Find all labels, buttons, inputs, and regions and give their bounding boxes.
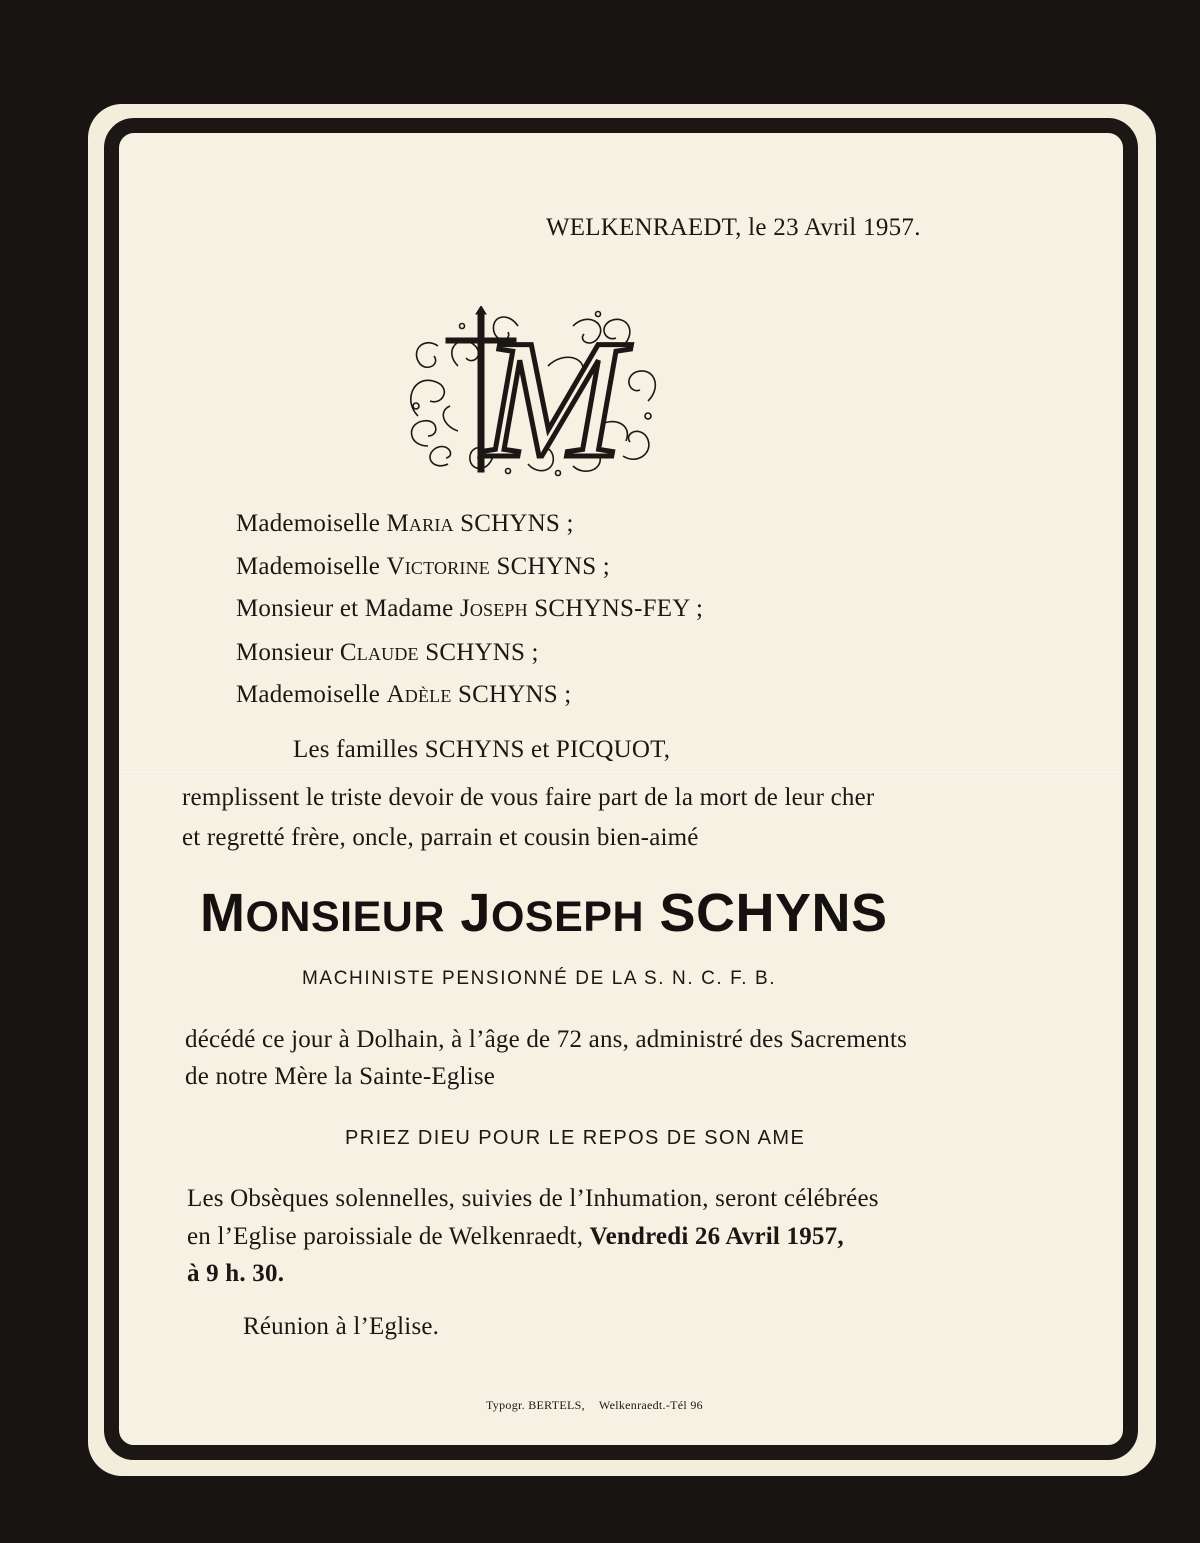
printer-imprint <box>486 1398 703 1413</box>
family-member-1: Mademoiselle Maria SCHYNS ; <box>236 510 574 537</box>
funeral-time: à 9 h. 30. <box>187 1260 285 1287</box>
funeral-date: Vendredi 26 Avril 1957, <box>589 1223 844 1250</box>
families-line: Les familles SCHYNS et PICQUOT, <box>293 736 671 763</box>
announcement-line-1: remplissent le triste devoir de vous faire part de la mort de leur cher <box>182 784 875 811</box>
svg-text:M: M <box>482 306 624 478</box>
family-member-4: Monsieur Claude SCHYNS ; <box>236 639 539 666</box>
printer-name: Typogr. BERTELS, <box>486 1398 585 1412</box>
funeral-line-2: en l’Eglise paroissiale de Welkenraedt, Vendredi 26 Avril 1957, <box>187 1223 844 1250</box>
fold-crease <box>119 770 1123 772</box>
death-line-2: de notre Mère la Sainte-Eglise <box>185 1063 496 1090</box>
family-member-5: Mademoiselle Adèle SCHYNS ; <box>236 681 572 708</box>
funeral-line-1: Les Obsèques solennelles, suivies de l’Inhumation, seront célébrées <box>187 1185 879 1212</box>
meeting-line: Réunion à l’Eglise. <box>243 1313 440 1340</box>
prayer-line: PRIEZ DIEU POUR LE REPOS DE SON AME <box>345 1127 806 1149</box>
printer-address: Welkenraedt.-Tél 96 <box>598 1398 703 1412</box>
ornamental-monogram-icon <box>398 306 664 478</box>
deceased-occupation: MACHINISTE PENSIONNÉ DE LA S. N. C. F. B. <box>302 968 777 989</box>
place-date-line <box>546 213 921 243</box>
announcement-line-2: et regretté frère, oncle, parrain et cousin bien-aimé <box>182 824 699 851</box>
deceased-name: MONSIEUR JOSEPH SCHYNS <box>200 883 888 943</box>
death-line-1: décédé ce jour à Dolhain, à l’âge de 72 ans, administré des Sacrements <box>185 1026 908 1053</box>
date: le 23 Avril 1957. <box>748 214 921 241</box>
family-member-2: Mademoiselle Victorine SCHYNS ; <box>236 553 610 580</box>
place: WELKENRAEDT, <box>546 214 742 241</box>
family-member-3: Monsieur et Madame Joseph SCHYNS-FEY ; <box>236 595 704 622</box>
